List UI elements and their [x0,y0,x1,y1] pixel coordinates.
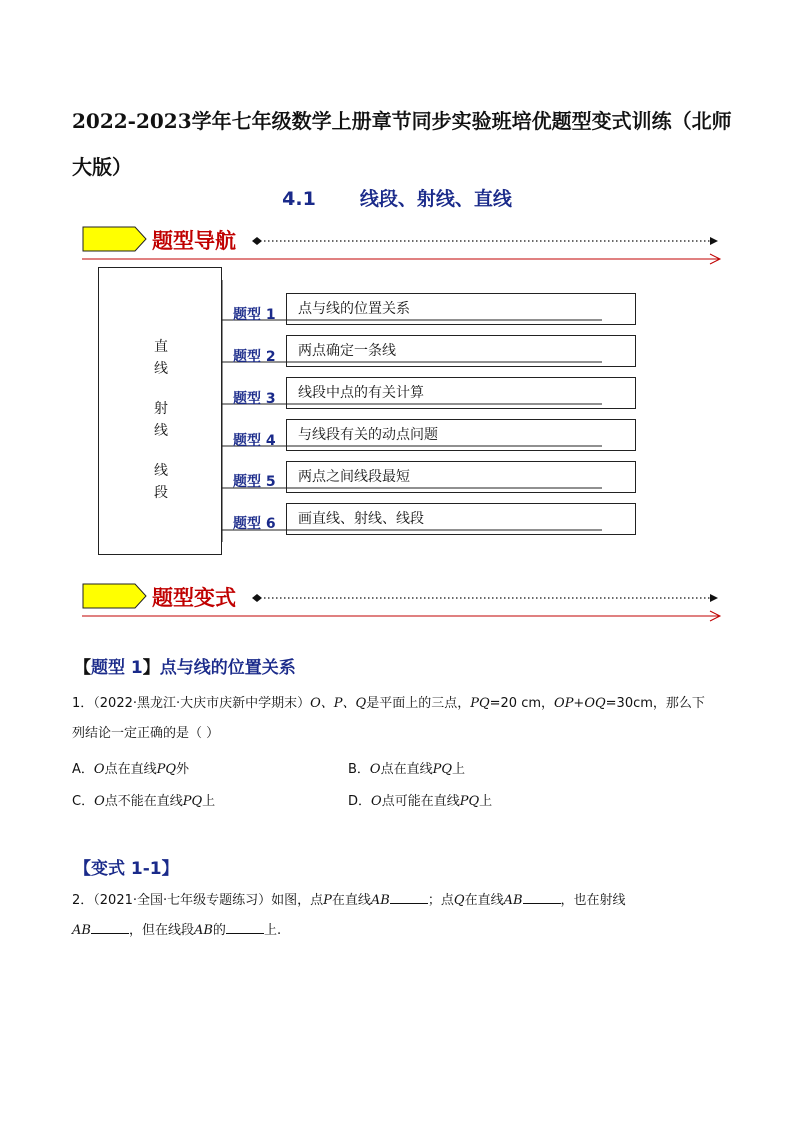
option-c[interactable] [72,790,215,809]
math-var: AB [72,923,91,938]
section-heading-text: 点与线的位置关系 [159,658,296,678]
math-var: Q [453,893,465,908]
diamond-icon [252,237,262,245]
root-char: 射 [154,401,168,417]
arrow-right-icon [710,237,718,245]
nav-item-box[interactable]: 线段中点的有关计算 [286,377,636,409]
variants-banner [82,582,742,630]
math-var: AB [193,923,213,938]
root-char: 线 [154,423,168,439]
nav-item-label[interactable]: 题型 5 [233,474,276,490]
nav-item-box[interactable]: 两点之间线段最短 [286,461,636,493]
nav-banner-label: 题型导航 [152,229,236,253]
option-d[interactable] [348,790,492,809]
nav-item-box[interactable]: 两点确定一条线 [286,335,636,367]
question-text: =20 cm， [489,696,555,711]
question-number: 2． [72,893,94,908]
option-text: 点在直线 [380,762,433,777]
nav-item-label[interactable]: 题型 2 [233,349,276,365]
section-heading-label: 题型 1 [91,658,143,678]
option-text: 点在直线 [104,762,157,777]
root-char: 线 [154,463,168,479]
root-char: 直 [154,339,168,355]
answer-blank[interactable] [226,921,264,934]
question-text: ，也在射线 [560,893,626,908]
math-var: OP+OQ [554,696,606,711]
math-var: PQ [432,762,453,777]
nav-root-box [98,267,222,555]
math-var: PQ [470,696,490,711]
option-text: 上 [202,794,216,809]
nav-item-box[interactable]: 点与线的位置关系 [286,293,636,325]
option-text: 点可能在直线 [381,794,460,809]
nav-item-label[interactable]: 题型 6 [233,516,276,532]
question-text: 如图，点 [271,893,324,908]
question-text: 是平面上的三点， [366,696,471,711]
question-2 [72,886,732,946]
section-name: 线段、射线、直线 [359,188,512,210]
nav-banner [82,225,742,273]
diamond-icon [252,594,262,602]
nav-item-box[interactable]: 与线段有关的动点问题 [286,419,636,451]
section-title [0,184,794,211]
document-title: 2022-2023学年七年级数学上册章节同步实验班培优题型变式训练（北师大版） [72,109,732,179]
banner-arrow-icon [83,227,146,251]
math-var: P [323,893,332,908]
math-var: O [369,762,381,777]
question-1 [72,689,732,749]
option-key: D． [348,794,372,809]
variant-heading: 【变式 1-1】 [74,859,179,879]
question-text: 在直线 [464,893,504,908]
option-key: C． [72,794,95,809]
nav-item-label[interactable]: 题型 3 [233,391,276,407]
question-text: =30cm，那么下 [605,696,705,711]
math-var: PQ [459,794,480,809]
question-text: 的 [212,923,226,938]
section-number: 4.1 [282,188,316,210]
arrow-right-icon [710,594,718,602]
banner-arrow-icon [83,584,146,608]
option-b[interactable] [348,758,465,777]
math-var: PQ [182,794,203,809]
option-key: B． [348,762,370,777]
math-var: O [93,762,105,777]
nav-item-label[interactable]: 题型 4 [233,433,276,449]
option-text: 上 [452,762,466,777]
question-text: ；点 [427,893,454,908]
option-text: 点不能在直线 [104,794,183,809]
question-source: （2022·黑龙江·大庆市庆新中学期末） [93,696,311,711]
question-text: 在直线 [331,893,371,908]
answer-blank[interactable] [523,891,561,904]
math-var: AB [503,893,523,908]
option-text: 外 [176,762,190,777]
variants-banner-label: 题型变式 [152,586,236,610]
root-char: 线 [154,361,168,377]
option-key: A． [72,762,94,777]
math-var: O [94,794,105,809]
question-text: ，但在线段 [128,923,194,938]
math-var: O、P、Q [310,696,367,711]
bracket-close: 】 [142,658,160,678]
section-heading [74,653,296,678]
question-number: 1． [72,696,94,711]
answer-blank[interactable] [390,891,428,904]
question-text: 上. [263,923,282,938]
question-source: （2021·全国·七年级专题练习） [93,893,272,908]
root-char: 段 [154,485,168,501]
option-text: 上 [479,794,493,809]
math-var: AB [370,893,390,908]
math-var: O [371,794,382,809]
answer-blank[interactable] [91,921,129,934]
option-a[interactable] [72,758,189,777]
math-var: PQ [156,762,176,777]
nav-item-box[interactable]: 画直线、射线、线段 [286,503,636,535]
nav-item-label[interactable]: 题型 1 [233,307,276,323]
question-text: 列结论一定正确的是（ ） [72,726,220,741]
bracket-open: 【 [74,658,91,678]
